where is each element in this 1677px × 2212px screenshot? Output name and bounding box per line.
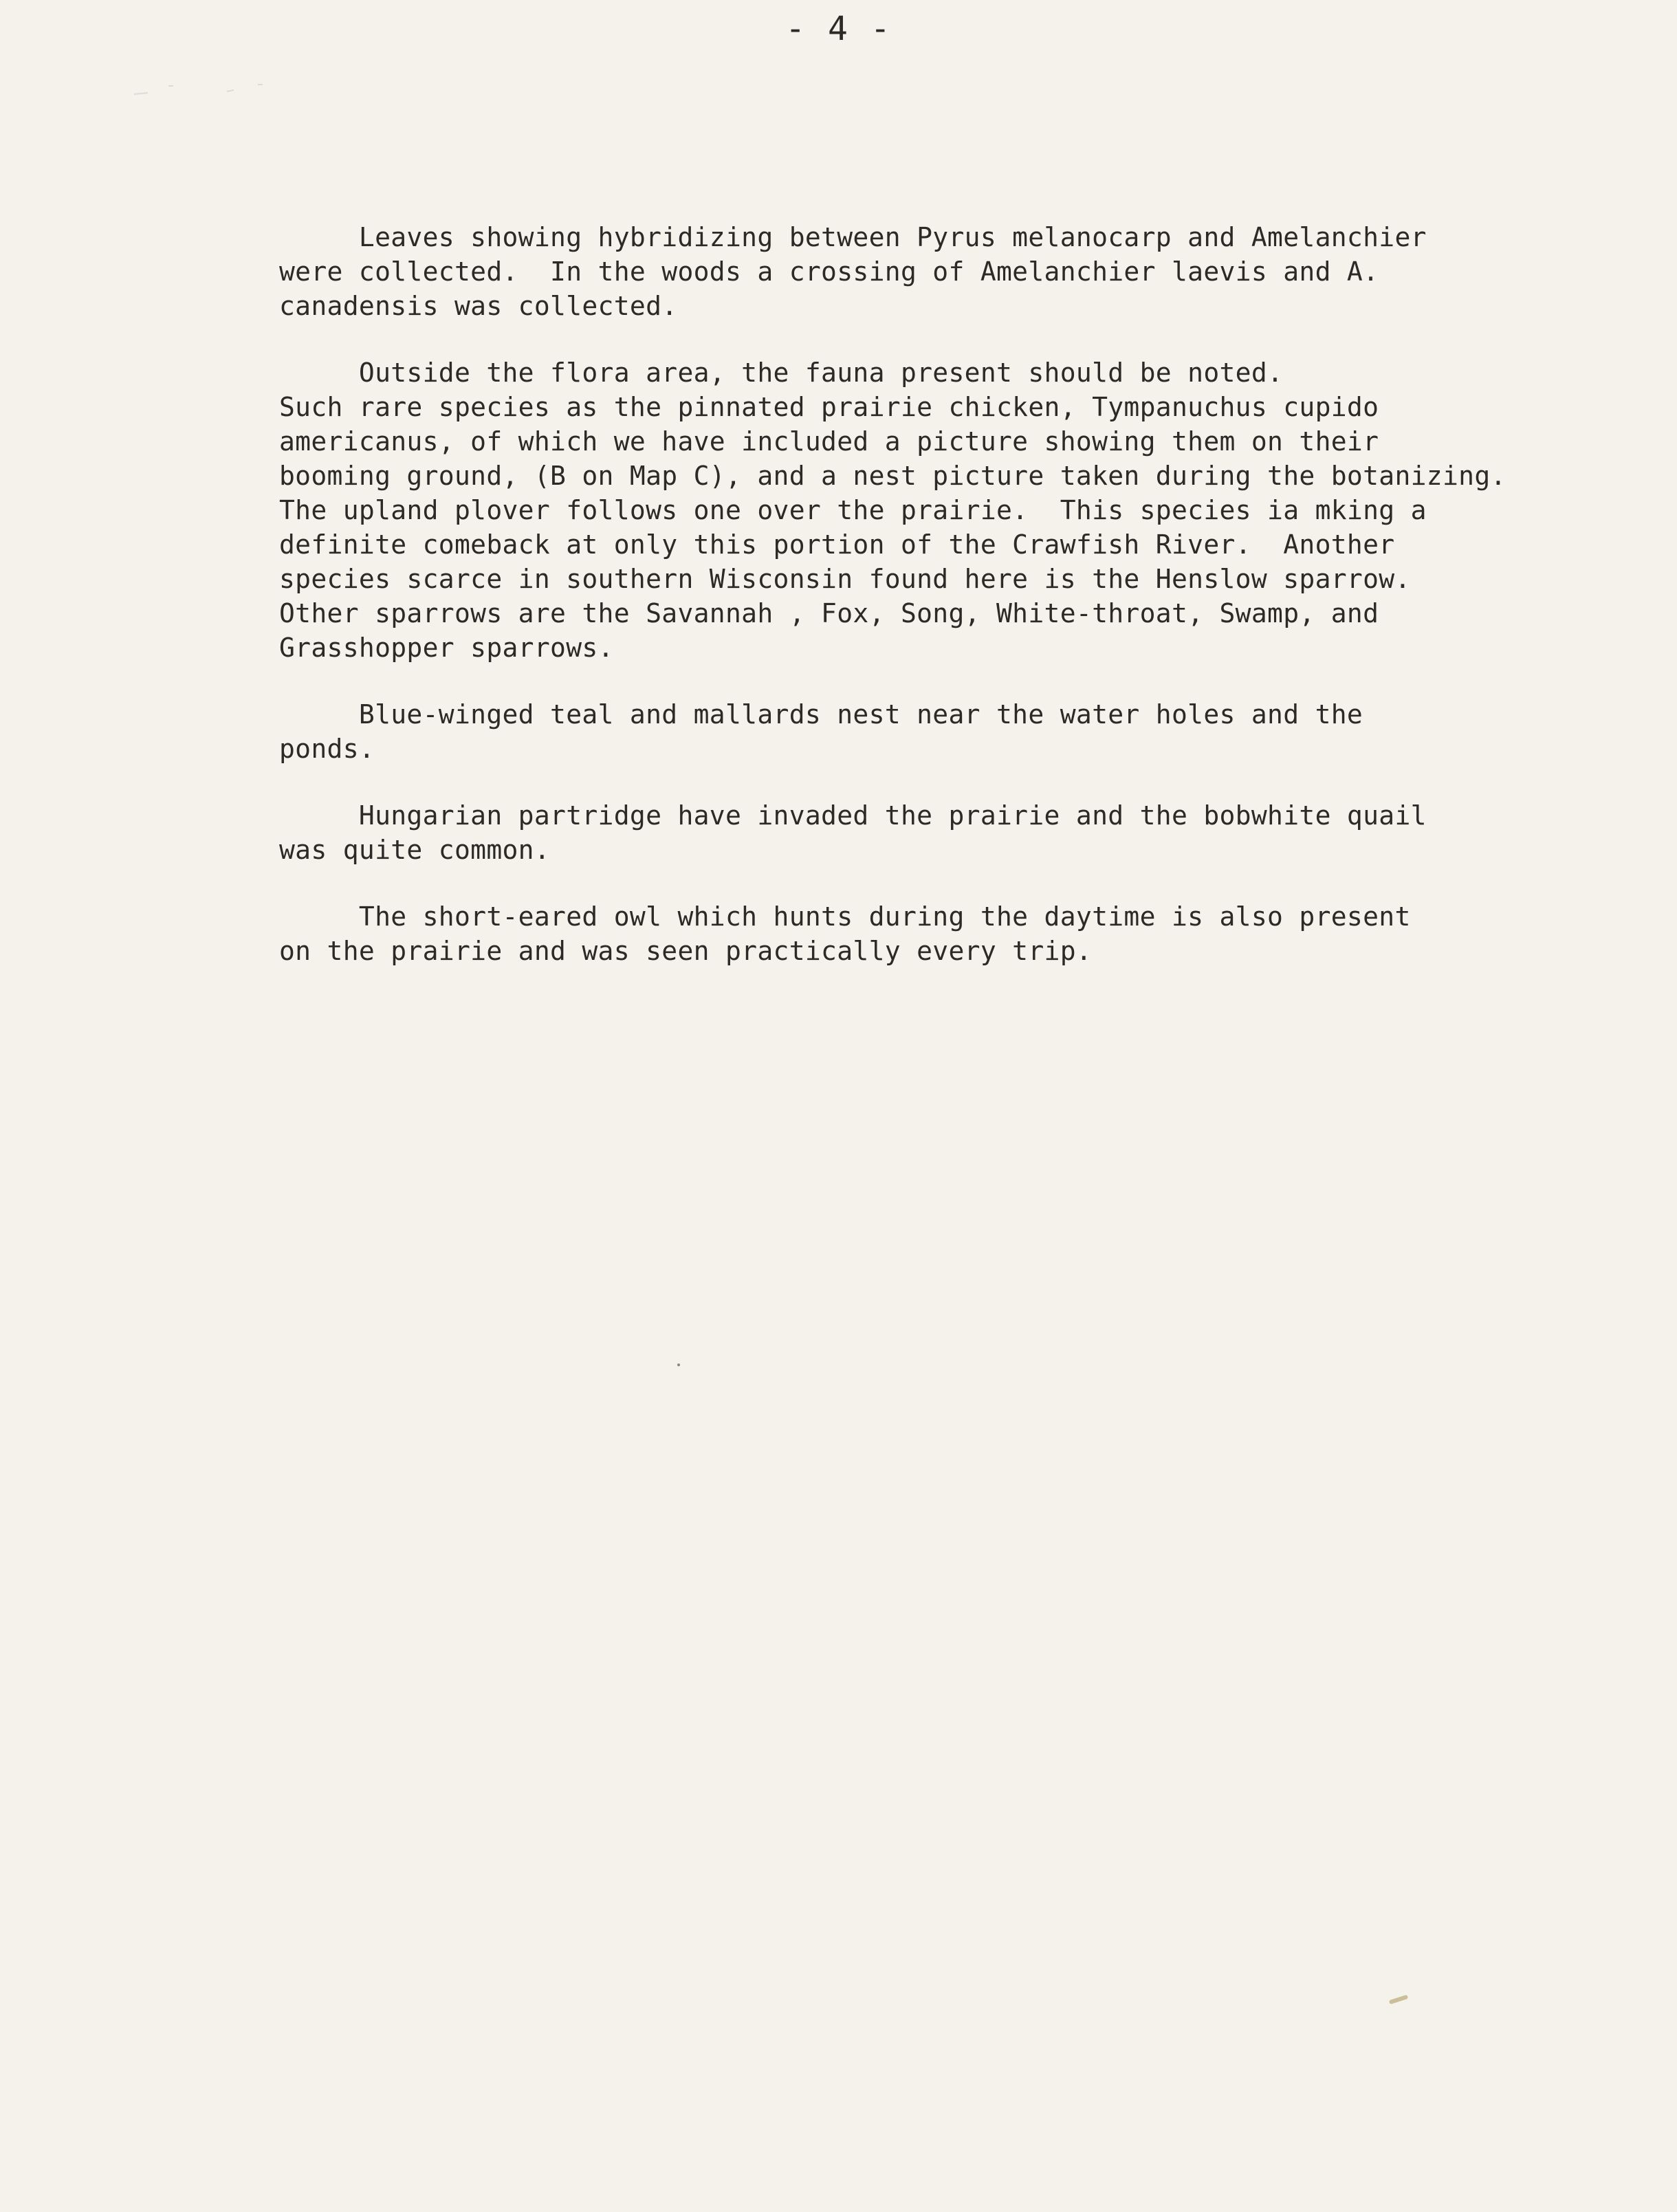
text-line: booming ground, (B on Map C), and a nest picture taken during the botanizing.	[279, 461, 1506, 491]
paper-smudge	[131, 79, 282, 100]
text-line: on the prairie and was seen practically every trip.	[279, 936, 1093, 966]
paragraph	[279, 798, 1627, 867]
text-line: Other sparrows are the Savannah , Fox, Song, White-throat, Swamp, and	[279, 598, 1379, 628]
text-line: definite comeback at only this portion of the Crawfish River. Another	[279, 529, 1395, 560]
text-line: Leaves showing hybridizing between Pyrus melanocarp and Amelanchier	[279, 222, 1427, 252]
paragraph	[279, 220, 1627, 323]
paragraph	[279, 899, 1627, 968]
text-line: species scarce in southern Wisconsin found here is the Henslow sparrow.	[279, 564, 1411, 594]
text-line: The short-eared owl which hunts during the daytime is also present	[279, 901, 1411, 932]
paper-speck	[677, 1364, 680, 1366]
text-line: was quite common.	[279, 835, 551, 865]
paragraph	[279, 697, 1627, 766]
text-line: The upland plover follows one over the prairie. This species ia mking a	[279, 495, 1427, 525]
paper-mark	[1389, 1995, 1408, 2004]
text-line: ponds.	[279, 734, 375, 764]
body-text	[279, 220, 1627, 1000]
page-number: - 4 -	[785, 10, 892, 48]
text-line: Outside the flora area, the fauna present should be noted.	[279, 358, 1284, 388]
paragraph	[279, 355, 1627, 665]
text-line: americanus, of which we have included a picture showing them on their	[279, 426, 1379, 457]
text-line: were collected. In the woods a crossing of Amelanchier laevis and A.	[279, 256, 1379, 287]
text-line: Blue-winged teal and mallards nest near the water holes and the	[279, 699, 1363, 730]
text-line: Hungarian partridge have invaded the prairie and the bobwhite quail	[279, 800, 1427, 831]
text-line: canadensis was collected.	[279, 291, 678, 321]
text-line: Grasshopper sparrows.	[279, 633, 614, 663]
text-line: Such rare species as the pinnated prairie chicken, Tympanuchus cupido	[279, 392, 1379, 422]
